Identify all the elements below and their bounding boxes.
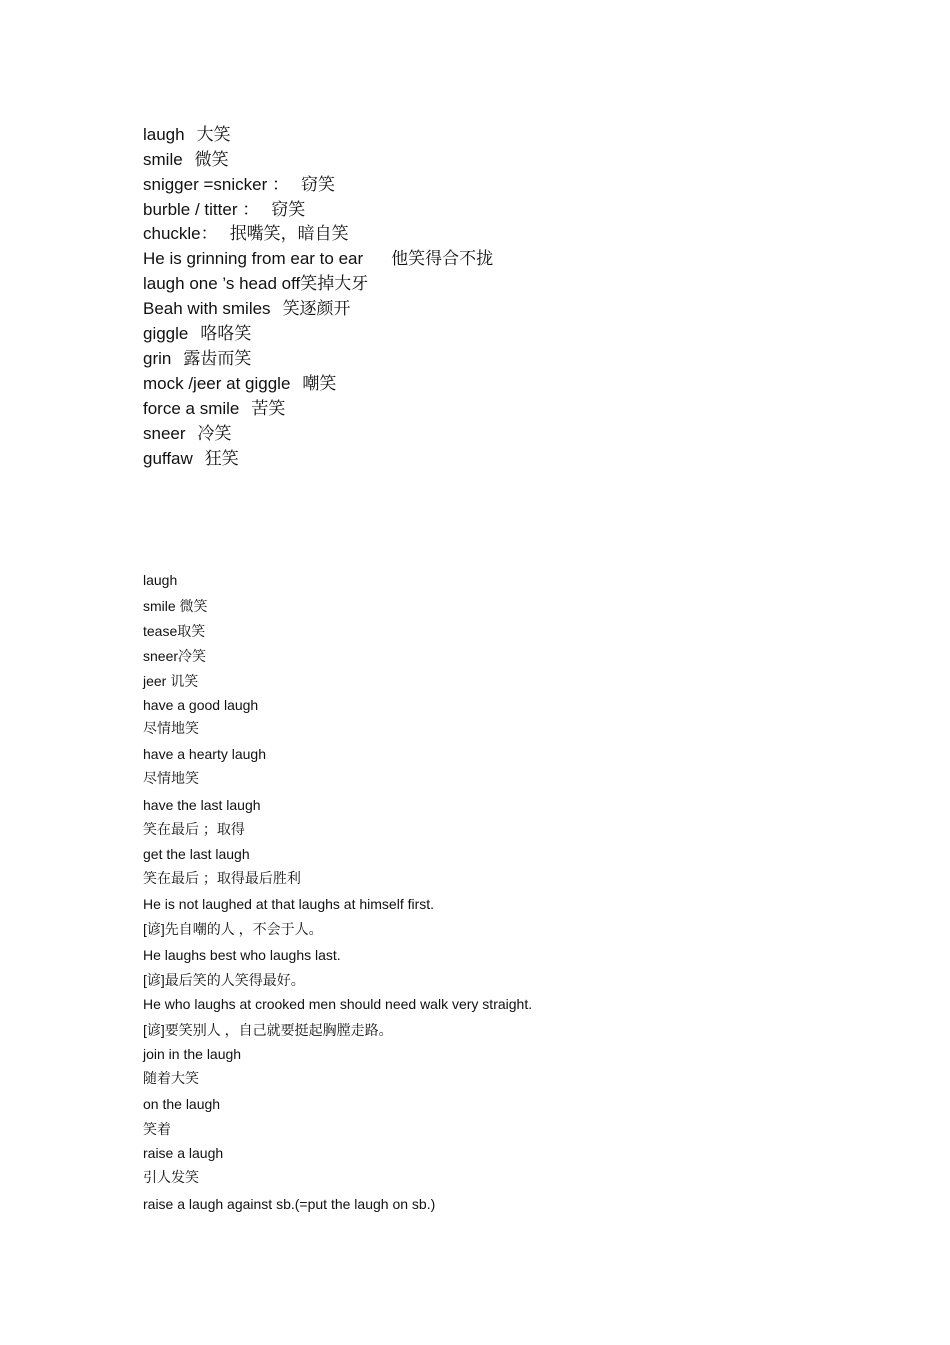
entry-line [143,394,285,419]
list-item: He is not laughed at that laughs at himself first. [143,896,435,912]
entry-chinese: 苦笑 [251,399,286,418]
list-item: tease取笑 [143,623,206,639]
entry-line [143,219,349,244]
list-item: raise a laugh against sb.(=put the laugh on sb.) [143,1196,436,1212]
list-item: He who laughs at crooked men should need walk very straight. [143,996,533,1012]
list-item: raise a laugh [143,1145,224,1161]
list-item: 笑在最后 ；取得 [143,821,245,837]
entry-english: smile [143,150,183,169]
entry-line [143,120,231,145]
entry-line [143,195,305,220]
list-item: 随着大笑 [143,1070,199,1086]
entry-line [143,444,239,469]
list-item: He laughs best who laughs last. [143,947,341,963]
list-item: have a hearty laugh [143,746,266,762]
entry-english: burble / titter ： [143,200,260,219]
list-item: jeer 讥笑 [143,673,199,689]
entry-line [143,244,493,269]
entry-chinese: 微笑 [194,150,229,169]
entry-english: force a smile [143,399,240,418]
entry-english: snigger =snicker ： [143,175,289,194]
list-item: have a good laugh [143,697,259,713]
entry-chinese: 露齿而笑 [183,349,252,368]
entry-english: sneer [143,424,186,443]
entry-chinese: 笑掉大牙 [300,274,369,293]
entry-english: Beah with smiles [143,299,271,318]
entry-chinese: 狂笑 [204,449,239,468]
entry-chinese: 他笑得合不拢 [391,249,494,268]
entry-chinese: 笑逐颜开 [282,299,351,318]
entry-english: laugh [143,125,185,144]
entry-english: mock /jeer at giggle [143,374,291,393]
list-item: [谚]最后笑的人笑得最好。 [143,972,305,988]
list-item: 引人发笑 [143,1169,199,1185]
entry-english: He is grinning from ear to ear [143,249,364,268]
list-item: sneer冷笑 [143,648,207,664]
entry-english: laugh one ’s head off [143,274,301,293]
list-item: smile 微笑 [143,598,208,614]
list-item: get the last laugh [143,846,250,862]
entry-line [143,419,232,444]
list-item: have the last laugh [143,797,261,813]
entry-chinese: 窃笑 [271,200,306,219]
entry-line [143,369,336,394]
entry-english: chuckle： [143,224,218,243]
list-item: laugh [143,572,178,588]
entry-english: grin [143,349,172,368]
list-item: 尽情地笑 [143,720,199,736]
list-item: join in the laugh [143,1046,242,1062]
entry-line [143,294,351,319]
list-item: [谚]要笑别人 ，自己就要挺起胸膛走路。 [143,1022,393,1038]
entry-chinese: 嘲笑 [302,374,337,393]
entry-line [143,269,368,294]
entry-english: guffaw [143,449,193,468]
list-item: 笑在最后 ；取得最后胜利 [143,870,301,886]
entry-line [143,145,229,170]
entry-chinese: 窃笑 [300,175,335,194]
entry-line [143,170,335,195]
list-item: on the laugh [143,1096,221,1112]
entry-chinese: 冷笑 [197,424,232,443]
list-item: [谚]先自嘲的人 ，不会于人。 [143,921,323,937]
entry-chinese: 抿嘴笑，暗自笑 [229,224,349,243]
entry-chinese: 咯咯笑 [200,324,252,343]
entry-english: giggle [143,324,189,343]
list-item: 笑着 [143,1121,171,1137]
entry-chinese: 大笑 [196,125,231,144]
entry-line [143,319,251,344]
list-item: 尽情地笑 [143,770,199,786]
entry-line [143,344,251,369]
